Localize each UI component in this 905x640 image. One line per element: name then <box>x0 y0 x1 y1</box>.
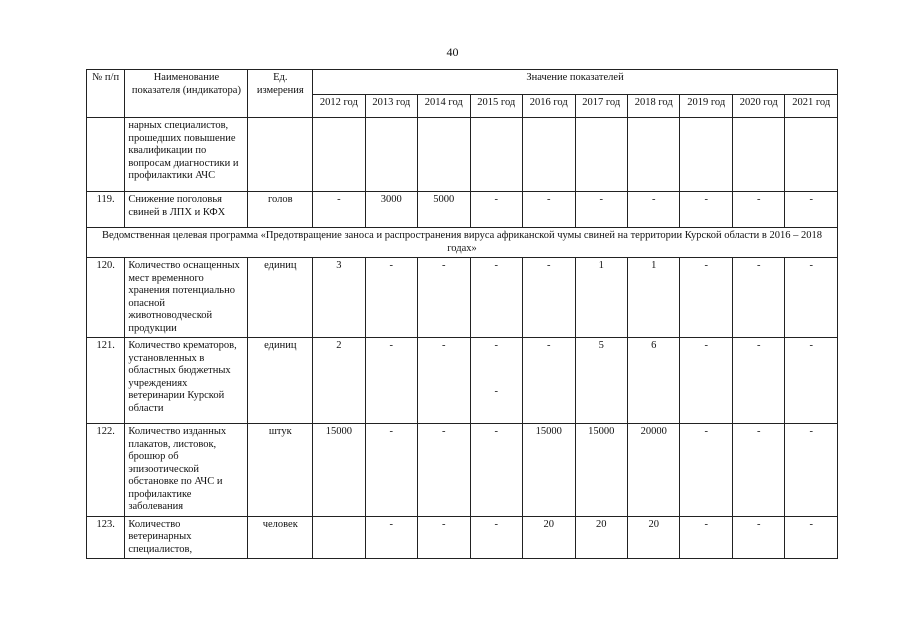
value-cell <box>575 118 627 192</box>
header-unit: Ед. измерения <box>248 70 313 118</box>
indicator-name: Снижение поголовья свиней в ЛПХ и КФХ <box>125 192 248 228</box>
value-cell: 1 <box>627 258 679 338</box>
value-cell: - <box>365 338 417 424</box>
value-cell: - <box>627 192 679 228</box>
indicators-table <box>86 69 838 559</box>
value-cell: - <box>470 258 522 338</box>
value-cell: 5000 <box>418 192 470 228</box>
value-cell <box>680 118 732 192</box>
value-cell: - <box>680 516 732 559</box>
value-cell: - <box>470 192 522 228</box>
value-cell: - <box>732 424 784 517</box>
row-number: 121. <box>87 338 125 424</box>
unit-cell: единиц <box>248 338 313 424</box>
value-cell: - <box>680 338 732 424</box>
year-header: 2018 год <box>627 95 679 118</box>
value-cell: - <box>470 424 522 517</box>
value-cell <box>627 118 679 192</box>
value-cell <box>523 118 575 192</box>
value-cell: - <box>680 192 732 228</box>
value-cell <box>418 118 470 192</box>
value-cell: - <box>732 258 784 338</box>
value-cell: - <box>418 424 470 517</box>
value-cell: 20 <box>575 516 627 559</box>
value-cell: - <box>523 338 575 424</box>
year-header: 2015 год <box>470 95 522 118</box>
year-header: 2016 год <box>523 95 575 118</box>
indicator-name: Количество оснащенных мест временного хранения потенциально опасной животноводческой продукции <box>125 258 248 338</box>
value-cell: 1 <box>575 258 627 338</box>
header-values: Значение показателей <box>313 70 838 95</box>
row-number: 123. <box>87 516 125 559</box>
value-cell: 20 <box>523 516 575 559</box>
value-cell: - <box>418 338 470 424</box>
year-header: 2020 год <box>732 95 784 118</box>
value-cell: - <box>523 258 575 338</box>
value-cell: 15000 <box>313 424 365 517</box>
value-cell: - <box>785 424 838 517</box>
value-cell: 3 <box>313 258 365 338</box>
table-row <box>87 516 838 559</box>
table-body <box>87 118 838 559</box>
value-cell: - <box>785 258 838 338</box>
value-cell <box>313 516 365 559</box>
header-name: Наименование показателя (индикатора) <box>125 70 248 118</box>
value-cell <box>732 118 784 192</box>
header-no: № п/п <box>87 70 125 118</box>
value-cell: 15000 <box>575 424 627 517</box>
value-cell: - <box>732 338 784 424</box>
table-row <box>87 424 838 517</box>
unit-cell: единиц <box>248 258 313 338</box>
value-cell: 6 <box>627 338 679 424</box>
value-cell: - <box>365 258 417 338</box>
year-header: 2019 год <box>680 95 732 118</box>
value-cell: 5 <box>575 338 627 424</box>
value-cell <box>785 118 838 192</box>
row-number: 122. <box>87 424 125 517</box>
value-cell: - <box>575 192 627 228</box>
value-cell: - <box>732 192 784 228</box>
row-number: 119. <box>87 192 125 228</box>
program-title: Ведомственная целевая программа «Предотвращение заноса и распространения вируса африканской чумы свиней на территории Курской области в 2016 – 2018 годах» <box>87 228 838 258</box>
value-cell: - <box>732 516 784 559</box>
year-header: 2021 год <box>785 95 838 118</box>
value-cell <box>365 118 417 192</box>
value-cell: - <box>680 424 732 517</box>
indicator-name: Количество крематоров, установленных в областных бюджетных учреждениях ветеринарии Курской области <box>125 338 248 424</box>
year-header: 2014 год <box>418 95 470 118</box>
indicator-name: нарных специалистов, прошедших повышение квалификации по вопросам диагностики и профилактики АЧС <box>125 118 248 192</box>
value-cell: - <box>523 192 575 228</box>
value-cell: - <box>313 192 365 228</box>
table-row <box>87 192 838 228</box>
year-header: 2013 год <box>365 95 417 118</box>
year-header: 2012 год <box>313 95 365 118</box>
value-cell: - <box>418 258 470 338</box>
value-cell: - <box>680 258 732 338</box>
value-cell: - <box>470 516 522 559</box>
value-cell: 15000 <box>523 424 575 517</box>
table-row <box>87 338 838 424</box>
value-cell <box>313 118 365 192</box>
value-cell: - <box>418 516 470 559</box>
value-cell: - <box>785 516 838 559</box>
unit-cell: штук <box>248 424 313 517</box>
value-cell <box>470 118 522 192</box>
value-cell: - <box>785 338 838 424</box>
value-cell: 20 <box>627 516 679 559</box>
header-row <box>87 70 838 95</box>
value-cell: - - <box>470 338 522 424</box>
year-header: 2017 год <box>575 95 627 118</box>
unit-cell <box>248 118 313 192</box>
table-row <box>87 258 838 338</box>
value-cell: - <box>785 192 838 228</box>
value-cell: 3000 <box>365 192 417 228</box>
indicator-name: Количество изданных плакатов, листовок, брошюр об эпизоотической обстановке по АЧС и профилактике заболевания <box>125 424 248 517</box>
table-row <box>87 118 838 192</box>
row-number <box>87 118 125 192</box>
value-cell: - <box>365 424 417 517</box>
program-row <box>87 228 838 258</box>
indicator-name: Количество ветеринарных специалистов, <box>125 516 248 559</box>
value-cell: 2 <box>313 338 365 424</box>
value-cell: - <box>365 516 417 559</box>
stray-mark: - <box>494 386 499 397</box>
row-number: 120. <box>87 258 125 338</box>
unit-cell: человек <box>248 516 313 559</box>
page-number: 40 <box>446 45 459 59</box>
value-cell: 20000 <box>627 424 679 517</box>
unit-cell: голов <box>248 192 313 228</box>
